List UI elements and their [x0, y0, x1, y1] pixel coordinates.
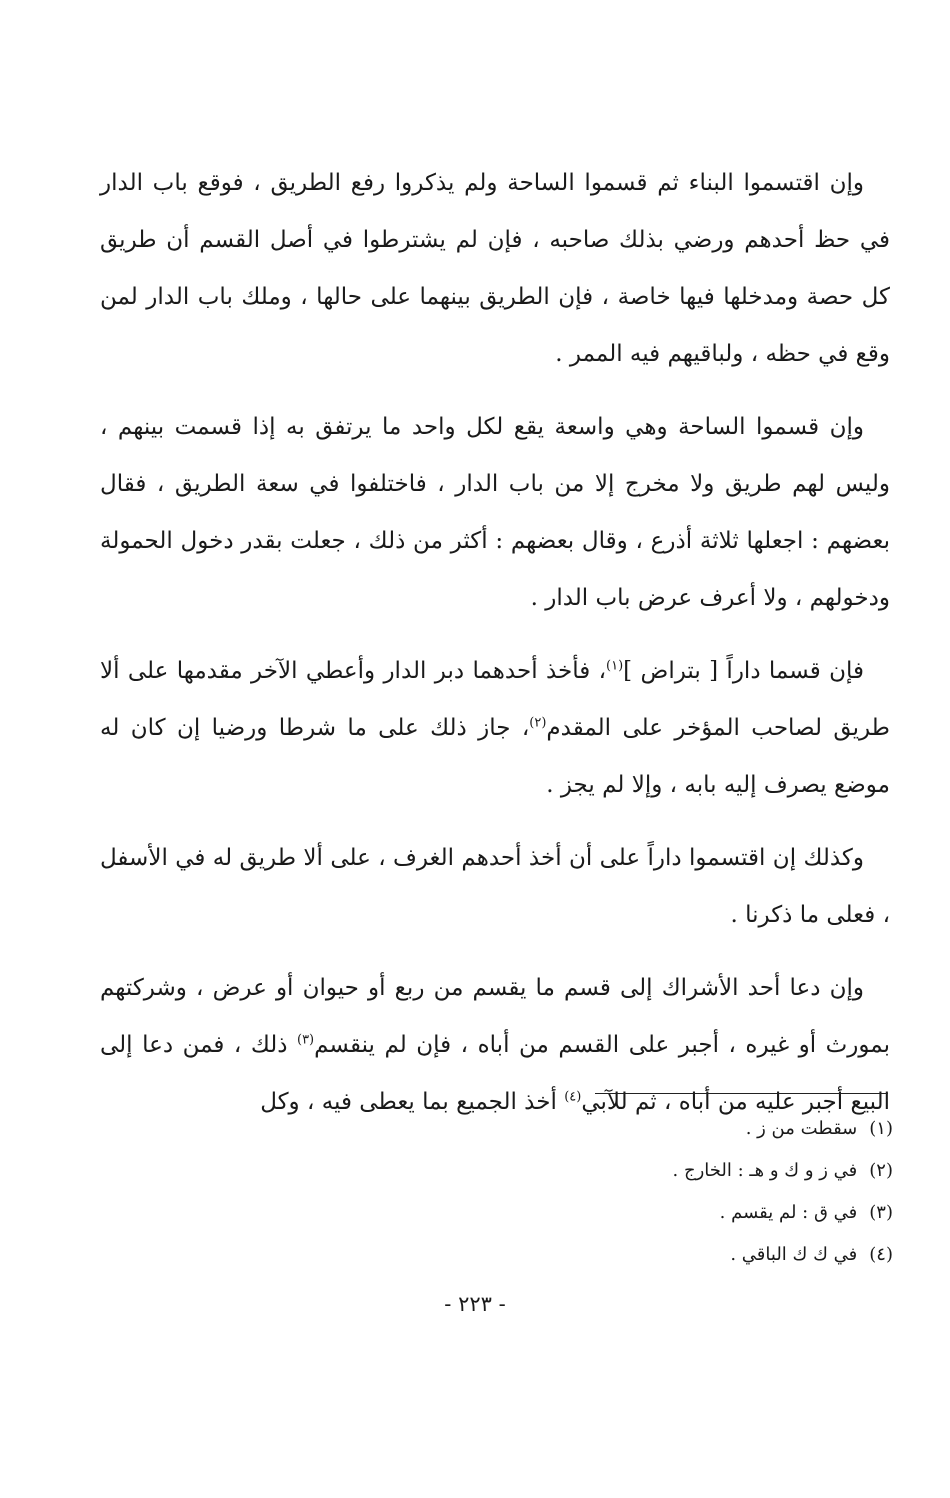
footnote-ref-3: (٣) — [296, 1032, 315, 1048]
footnote-ref-1: (١) — [606, 658, 624, 674]
footnote-number: (٢) — [869, 1160, 893, 1181]
paragraph-3-part-1: فإن قسما داراً [ بتراض ] — [623, 658, 864, 684]
page-number: - ٢٢٣ - — [444, 1292, 506, 1316]
footnote-text: سقطت من ز . — [745, 1118, 858, 1139]
footnote-text: في ق : لم يقسم . — [719, 1202, 858, 1223]
paragraph-5-part-3: أخذ الجميع بما يعطى فيه ، وكل — [260, 1089, 557, 1115]
footnote-text: في ز و ك و هـ : الخارج . — [672, 1160, 858, 1181]
paragraph-3-part-3: ، جاز ذلك على ما شرطا ورضيا إن كان له موضع يصرف إليه بابه ، وإلا لم يجز . — [100, 715, 890, 798]
paragraph-5-part-2: ذلك ، فمن دعا إلى البيع أجبر عليه من أباه ، ثم للآبي — [100, 1032, 890, 1115]
footnote-4 — [393, 1234, 893, 1276]
footnote-1 — [393, 1108, 893, 1150]
paragraph-1: وإن اقتسموا البناء ثم قسموا الساحة ولم يذكروا رفع الطريق ، فوقع باب الدار في حظ أحدهم ورضي بذلك صاحبه ، فإن لم يشترطوا في أصل القسم أن طريق كل حصة ومدخلها فيها خاصة ، فإن الطريق بينهما على حالها ، وملك باب الدار لمن وقع في حظه ، ولباقيهم فيه الممر . — [100, 170, 890, 367]
footnotes — [393, 1108, 893, 1276]
footnote-2 — [393, 1150, 893, 1192]
footnote-ref-4: (٤) — [564, 1089, 582, 1105]
paragraph-4: وكذلك إن اقتسموا داراً على أن أخذ أحدهم الغرف ، على ألا طريق له في الأسفل ، فعلى ما ذكرنا . — [100, 845, 890, 928]
footnote-divider — [595, 1093, 888, 1094]
footnote-number: (٤) — [869, 1244, 893, 1265]
paragraph-5 — [100, 960, 890, 1131]
main-text — [100, 155, 890, 1131]
paragraph-3-part-2: ، فأخذ أحدهما دبر الدار وأعطي الآخر مقدمها على ألا طريق لصاحب المؤخر على المقدم — [100, 658, 890, 741]
paragraph-2: وإن قسموا الساحة وهي واسعة يقع لكل واحد ما يرتفق به إذا قسمت بينهم ، وليس لهم طريق ولا مخرج إلا من باب الدار ، فاختلفوا في سعة الطريق ، فقال بعضهم : اجعلها ثلاثة أذرع ، وقال بعضهم : أكثر من ذلك ، جعلت بقدر دخول الحمولة ودخولهم ، ولا أعرف عرض باب الدار . — [100, 414, 890, 611]
paragraph-3 — [100, 643, 890, 814]
paragraph-5-part-1: وإن دعا أحد الأشراك إلى قسم ما يقسم من ربع أو حيوان أو عرض ، وشركتهم بمورث أو غيره ، أجبر على القسم من أباه ، فإن لم ينقسم — [100, 975, 890, 1058]
footnote-3 — [393, 1192, 893, 1234]
footnote-text: في ك ك الباقي . — [730, 1244, 858, 1265]
footnote-number: (٣) — [869, 1202, 893, 1223]
footnote-number: (١) — [869, 1118, 893, 1139]
footnote-ref-2: (٢) — [529, 715, 547, 731]
